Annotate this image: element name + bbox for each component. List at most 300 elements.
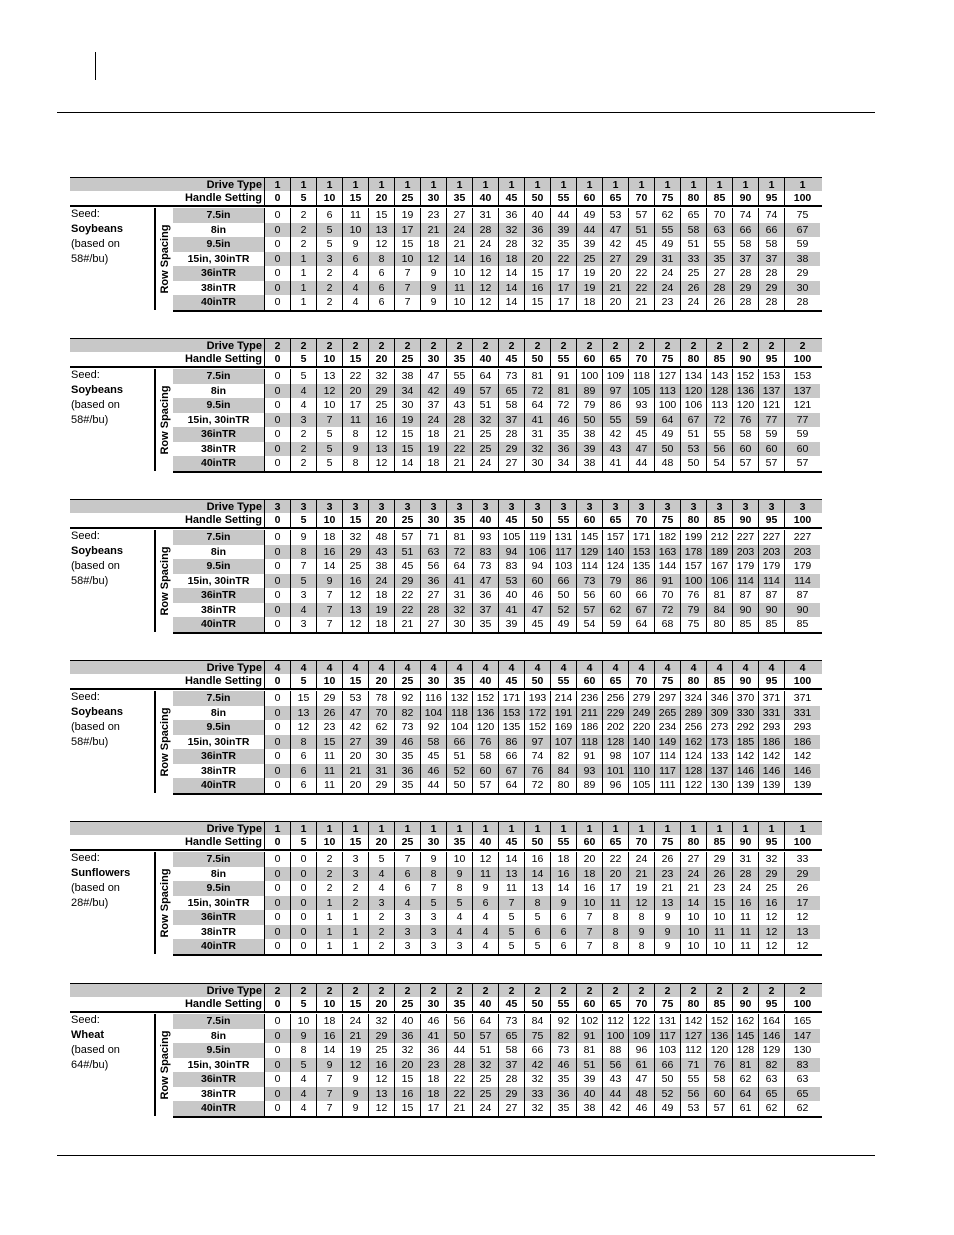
drive-type-cell: 2 [316,339,342,353]
row-spacing-name: 38inTR [173,442,264,457]
rate-cell: 28 [732,266,758,281]
rate-cell: 5 [290,574,316,589]
rate-cell: 50 [446,778,472,793]
rate-cell: 60 [706,1087,732,1102]
rate-cell: 140 [602,545,628,560]
drive-type-cell: 1 [498,178,524,192]
rate-cell: 130 [784,1043,820,1058]
rate-cell: 64 [472,1014,498,1029]
rate-cell: 7 [394,295,420,310]
rate-cell: 140 [628,735,654,750]
rate-cell: 20 [342,749,368,764]
rate-cell: 136 [706,1029,732,1044]
row-spacing-name: 7.5in [173,852,264,867]
rate-cell: 94 [498,545,524,560]
rate-cell: 116 [420,691,446,706]
rate-cell: 32 [524,237,550,252]
rate-cell: 26 [654,852,680,867]
handle-setting-cells [264,513,820,527]
rate-cell: 64 [628,617,654,632]
rate-cell: 18 [420,1087,446,1102]
drive-type-cell: 1 [680,822,706,836]
handle-setting-row [70,352,822,368]
rate-cell: 89 [576,778,602,793]
seed-label: Seed: [71,530,100,542]
rate-cell: 2 [316,867,342,882]
row-spacing-name: 40inTR [173,295,264,310]
drive-type-cell: 3 [706,500,732,514]
rate-cell: 6 [368,295,394,310]
rate-cell: 169 [550,720,576,735]
rate-cell: 27 [420,588,446,603]
drive-type-cell: 4 [394,661,420,675]
rate-cell: 91 [550,369,576,384]
rate-cell: 114 [758,574,784,589]
drive-type-cell: 3 [784,500,820,514]
rate-cell: 9 [342,237,368,252]
rate-cell: 0 [290,881,316,896]
handle-setting-label: Handle Setting [184,353,262,365]
drive-type-cell: 3 [680,500,706,514]
rate-cell: 15 [394,1101,420,1116]
rate-cell: 23 [420,1058,446,1073]
rate-cell: 6 [550,939,576,954]
rate-cell: 42 [602,1101,628,1116]
drive-type-cell: 2 [706,339,732,353]
rate-cell: 12 [316,384,342,399]
rate-cell: 93 [628,398,654,413]
drive-type-cell: 2 [628,984,654,998]
handle-setting-cells [264,835,820,849]
table-row [173,530,822,545]
rate-cell: 2 [368,939,394,954]
rate-cell: 29 [758,281,784,296]
drive-type-cell: 1 [524,822,550,836]
rate-cell: 57 [732,456,758,471]
rate-cell: 135 [498,720,524,735]
rate-cell: 60 [472,764,498,779]
rate-cell: 25 [368,398,394,413]
rate-cell: 32 [342,530,368,545]
drive-type-cell: 1 [472,822,498,836]
rate-cell: 40 [394,1014,420,1029]
handle-setting-cell: 65 [602,997,628,1011]
rate-cell: 63 [784,1072,820,1087]
handle-setting-cell: 85 [706,191,732,205]
rate-cell: 47 [420,369,446,384]
rate-cell: 105 [498,530,524,545]
rate-cell: 14 [498,266,524,281]
row-spacing-name: 9.5in [173,720,264,735]
rate-cell: 20 [602,295,628,310]
drive-type-cell: 2 [680,339,706,353]
handle-setting-cell: 20 [368,191,394,205]
rate-cell: 25 [758,881,784,896]
drive-type-cell: 2 [784,984,820,998]
rate-cell: 18 [550,852,576,867]
rate-cell: 13 [368,1087,394,1102]
drive-type-cell: 3 [758,500,784,514]
rate-cell: 75 [524,1029,550,1044]
handle-setting-cell: 95 [758,835,784,849]
rate-cell: 0 [264,1058,290,1073]
rate-cell: 62 [732,1072,758,1087]
rate-cell: 14 [498,295,524,310]
rate-cell: 82 [394,706,420,721]
rate-cell: 146 [784,764,820,779]
rate-cell: 142 [680,1014,706,1029]
rate-cell: 32 [524,1072,550,1087]
drive-type-cell: 1 [550,178,576,192]
rate-cell: 27 [680,852,706,867]
rate-cell: 105 [628,778,654,793]
row-spacing-name: 9.5in [173,237,264,252]
table-row [173,896,822,911]
rate-cell: 22 [446,442,472,457]
rate-cell: 58 [498,398,524,413]
rate-cell: 58 [472,749,498,764]
rate-cell: 203 [732,545,758,560]
rate-cell: 26 [680,281,706,296]
rate-cell: 146 [758,1029,784,1044]
rate-cell: 15 [524,295,550,310]
rate-cell: 31 [732,852,758,867]
drive-type-cell: 2 [576,984,602,998]
rate-cell: 265 [654,706,680,721]
rate-cell: 129 [758,1043,784,1058]
rate-cell: 9 [628,925,654,940]
table-row [173,208,822,223]
rate-cell: 21 [342,1029,368,1044]
rate-cell: 83 [498,559,524,574]
rate-cell: 256 [680,720,706,735]
rate-cell: 371 [784,691,820,706]
rate-cell: 8 [290,1043,316,1058]
rate-cell: 15 [394,442,420,457]
rate-cell: 48 [628,1087,654,1102]
handle-setting-cell: 0 [264,997,290,1011]
rate-cell: 5 [498,910,524,925]
rate-cell: 9 [342,1072,368,1087]
rate-cell: 120 [472,720,498,735]
rate-cell: 25 [342,559,368,574]
rate-cell: 4 [472,939,498,954]
rate-cell: 22 [342,369,368,384]
row-spacing-column [154,530,173,632]
rate-cell: 114 [732,574,758,589]
rate-cell: 21 [446,427,472,442]
rate-cell: 51 [394,545,420,560]
rate-cell: 29 [368,778,394,793]
drive-type-label: Drive Type [206,340,262,352]
rate-cell: 1 [316,896,342,911]
drive-type-cell: 2 [732,984,758,998]
rate-cell: 0 [264,456,290,471]
rate-cell: 203 [758,545,784,560]
rate-cell: 103 [550,559,576,574]
seed-description [71,368,153,428]
rate-cell: 28 [706,281,732,296]
rate-cell: 75 [680,617,706,632]
rate-cell: 2 [290,208,316,223]
rate-cell: 50 [576,413,602,428]
row-spacing-name: 7.5in [173,1014,264,1029]
seed-basis-line2: 28#/bu) [71,897,109,909]
handle-setting-cell: 35 [446,674,472,688]
rate-cell: 13 [290,706,316,721]
rate-cell: 9 [550,896,576,911]
rate-cell: 21 [446,1101,472,1116]
rate-cell: 124 [680,749,706,764]
handle-setting-cell: 45 [498,352,524,366]
rate-cell: 24 [654,266,680,281]
rate-cell: 0 [264,398,290,413]
handle-setting-cell: 85 [706,674,732,688]
seed-description [71,690,153,750]
rate-cell: 66 [732,223,758,238]
rate-cell: 10 [706,939,732,954]
drive-type-cell: 2 [602,339,628,353]
drive-type-cell: 1 [368,822,394,836]
rate-cell: 0 [264,237,290,252]
rate-cell: 14 [446,252,472,267]
rate-cell: 23 [420,208,446,223]
rate-cell: 37 [498,413,524,428]
rate-cell: 57 [472,1029,498,1044]
rate-cell: 3 [342,867,368,882]
rate-cell: 57 [758,456,784,471]
rate-cell: 36 [420,1043,446,1058]
data-rows [173,1014,822,1118]
rate-cell: 19 [628,881,654,896]
rate-cell: 36 [394,764,420,779]
rate-cell: 91 [576,749,602,764]
rate-cell: 43 [602,442,628,457]
rate-cell: 34 [550,456,576,471]
drive-type-cell: 2 [316,984,342,998]
handle-setting-cell: 25 [394,674,420,688]
rate-cell: 12 [290,720,316,735]
rate-cell: 60 [784,442,820,457]
rate-cell: 18 [498,252,524,267]
drive-type-cell: 2 [550,984,576,998]
rate-cell: 2 [290,442,316,457]
handle-setting-cell: 75 [654,191,680,205]
rate-cell: 72 [446,545,472,560]
rate-cell: 32 [524,1101,550,1116]
rate-cell: 54 [706,456,732,471]
drive-type-cell: 3 [654,500,680,514]
rate-cell: 0 [264,559,290,574]
rate-cell: 36 [550,442,576,457]
rate-cell: 8 [290,545,316,560]
rate-cell: 25 [368,1043,394,1058]
rate-cell: 12 [758,910,784,925]
rate-cell: 32 [446,603,472,618]
rate-cell: 128 [680,764,706,779]
rate-cell: 57 [394,530,420,545]
rate-cell: 70 [706,208,732,223]
rate-cell: 67 [628,603,654,618]
handle-setting-cell: 50 [524,352,550,366]
seed-label: Seed: [71,369,100,381]
row-spacing-name: 7.5in [173,530,264,545]
rate-cell: 74 [758,208,784,223]
rate-cell: 14 [316,559,342,574]
rate-cell: 71 [680,1058,706,1073]
drive-type-cell: 3 [394,500,420,514]
row-spacing-name: 9.5in [173,881,264,896]
rate-cell: 10 [316,398,342,413]
drive-type-cell: 4 [472,661,498,675]
rate-cell: 11 [498,881,524,896]
handle-setting-cell: 35 [446,513,472,527]
handle-setting-cell: 85 [706,997,732,1011]
rate-cell: 40 [524,208,550,223]
rate-cell: 29 [784,867,820,882]
rate-cell: 59 [602,617,628,632]
drive-type-cell: 1 [446,178,472,192]
rate-cell: 139 [758,778,784,793]
rate-cell: 62 [784,1101,820,1116]
rate-cell: 53 [680,442,706,457]
rate-cell: 63 [758,1072,784,1087]
rate-cell: 1 [290,295,316,310]
rate-cell: 152 [732,369,758,384]
seed-label: Seed: [71,691,100,703]
handle-setting-cell: 100 [784,674,820,688]
rate-cell: 21 [628,867,654,882]
rate-cell: 13 [342,603,368,618]
rate-cell: 6 [368,281,394,296]
rate-cell: 49 [576,208,602,223]
handle-setting-cell: 95 [758,513,784,527]
table-row [173,398,822,413]
rate-cell: 18 [420,1072,446,1087]
rate-cell: 76 [732,413,758,428]
table-row [173,1043,822,1058]
row-spacing-name: 40inTR [173,456,264,471]
rate-cell: 124 [602,559,628,574]
rate-cell: 13 [524,881,550,896]
rate-cell: 52 [654,1087,680,1102]
rate-cell: 118 [628,369,654,384]
row-spacing-label: Row Spacing [158,224,171,294]
rate-cell: 1 [342,925,368,940]
rate-cell: 4 [342,266,368,281]
rate-cell: 21 [342,764,368,779]
rate-cell: 16 [342,574,368,589]
rate-cell: 37 [498,1058,524,1073]
rate-cell: 0 [264,1087,290,1102]
handle-setting-cell: 10 [316,674,342,688]
rate-cell: 21 [446,456,472,471]
drive-type-cell: 1 [654,822,680,836]
rate-cell: 0 [290,910,316,925]
table-row [173,574,822,589]
rate-cell: 7 [420,881,446,896]
rate-cell: 12 [472,295,498,310]
rate-cell: 371 [758,691,784,706]
rate-cell: 59 [784,427,820,442]
rate-cell: 18 [368,588,394,603]
rate-cell: 0 [264,691,290,706]
drive-type-cell: 3 [342,500,368,514]
handle-setting-cell: 20 [368,674,394,688]
rate-cell: 27 [602,252,628,267]
rate-cell: 118 [576,735,602,750]
drive-type-cell: 2 [472,339,498,353]
seed-basis-line2: 58#/bu) [71,575,109,587]
rate-cell: 4 [290,398,316,413]
rate-cell: 9 [654,910,680,925]
drive-type-cells [264,178,820,192]
rate-cell: 45 [420,749,446,764]
rate-cell: 55 [706,237,732,252]
handle-setting-label: Handle Setting [184,836,262,848]
rate-cell: 249 [628,706,654,721]
table-row [173,237,822,252]
rate-cell: 32 [498,223,524,238]
handle-setting-cell: 20 [368,997,394,1011]
drive-type-cell: 2 [758,339,784,353]
row-spacing-name: 15in, 30inTR [173,574,264,589]
rate-cell: 100 [654,398,680,413]
row-spacing-name: 8in [173,867,264,882]
rate-cell: 28 [498,237,524,252]
rate-cell: 44 [550,208,576,223]
rate-cell: 4 [472,925,498,940]
drive-type-cell: 1 [342,822,368,836]
rate-cell: 81 [550,384,576,399]
handle-setting-cell: 45 [498,513,524,527]
drive-type-cell: 4 [446,661,472,675]
rate-cell: 1 [342,939,368,954]
rate-cell: 67 [784,223,820,238]
handle-setting-label: Handle Setting [184,675,262,687]
rate-cell: 45 [524,617,550,632]
drive-type-cell: 4 [264,661,290,675]
rate-cell: 5 [316,237,342,252]
rate-cell: 139 [784,778,820,793]
handle-setting-cell: 55 [550,513,576,527]
rate-cell: 0 [264,281,290,296]
rate-cell: 22 [394,588,420,603]
handle-setting-cell: 45 [498,835,524,849]
rate-cell: 44 [420,778,446,793]
rate-cell: 59 [628,413,654,428]
rate-cell: 90 [732,603,758,618]
rate-cell: 7 [290,559,316,574]
handle-setting-cell: 55 [550,352,576,366]
rate-cell: 152 [706,1014,732,1029]
handle-setting-cell: 30 [420,352,446,366]
table-row [173,749,822,764]
rate-cell: 92 [420,720,446,735]
rate-cell: 8 [602,939,628,954]
rate-cell: 31 [472,208,498,223]
handle-setting-cell: 5 [290,191,316,205]
rate-cell: 117 [550,545,576,560]
handle-setting-cell: 20 [368,835,394,849]
rate-cell: 24 [420,413,446,428]
rate-cell: 27 [498,456,524,471]
handle-setting-cell: 65 [602,835,628,849]
rate-cell: 4 [472,910,498,925]
drive-type-cell: 4 [758,661,784,675]
rate-cell: 7 [394,266,420,281]
rate-cell: 29 [498,1087,524,1102]
